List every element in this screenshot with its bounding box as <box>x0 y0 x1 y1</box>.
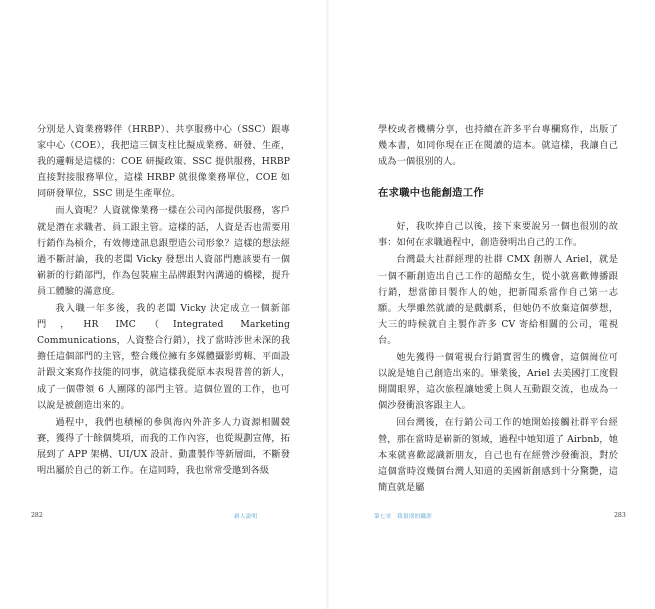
left-page <box>0 0 327 609</box>
body-paragraph: 過程中，我們也積極的參與海內外許多人力資源相關競賽，獲得了十餘個獎項，而我的工作內容，也從規劃宣傳，拓展到了 APP 架構、UI/UX 設計、動畫製作等新層面，不斷發明出屬於自己的新工作。在這同時，我也常常受邀到各級 <box>37 416 290 476</box>
page-number-right: 283 <box>614 512 626 519</box>
section-heading: 在求職中也能創造工作 <box>378 187 484 200</box>
body-paragraph: 她先獲得一個電視台行銷實習生的機會，這個崗位可以說是她自己創造出來的。畢業後，Ariel 去美國打工度假開闊眼界，這次旅程讓她愛上與人互動跟交流，也成為一個沙發衝浪客跟主人。 <box>378 352 618 412</box>
body-paragraph: 我入職一年多後，我的老闆 Vicky 決定成立一個新部門，HR IMC（Integrated Marketing Communications，人資整合行銷），找了當時涉世未深的我擔任這個部門的主管，整合幾位擁有多媒體攝影剪輯、平面設計跟文案寫作技能的同事，就這樣我從原本表現普普的新人，成了一個帶領 6 人團隊的部門主管。這個位置的工作，也可以說是被創造出來的。 <box>37 303 290 411</box>
body-paragraph: 學校或者機構分享，也持續在許多平台專欄寫作，出版了幾本書，如同你現在正在閱讀的這本。就這樣，我讓自己成為一個很別的人。 <box>378 124 618 168</box>
running-head-right: 第七章 我很別的職涯 <box>374 514 432 520</box>
running-head-left: 新人說明 <box>234 514 258 520</box>
body-paragraph: 而人資呢？人資就像業務一樣在公司內部提供服務，客戶就是潛在求職者、員工跟主管。這樣的話，人資是否也需要用行銷作為槓介，有效傳達訊息跟塑造公司形象？這樣的想法經過不斷討論，我的老闆 Vicky 發想出人資部門應該要有一個嶄新的行銷部門，作為包裝雇主品牌跟對內溝通的橋樑，提升員工體驗的滿意度。 <box>37 205 290 297</box>
right-body-text <box>378 122 618 496</box>
body-paragraph: 回台灣後，在行銷公司工作的她開始接觸社群平台經營，那在當時是嶄新的領域，過程中她知道了 Airbnb，她本來就喜歡認識新朋友，自己也有在經營沙發衝浪，對於這個當時沒幾個台灣人知道的美國新創感到十分驚艷，這簡直就是屬 <box>378 417 618 493</box>
body-paragraph: 分別是人資業務夥伴（HRBP）、共享服務中心（SSC）跟專家中心（COE），我把這三個支柱比擬成業務、研發、生產，我的邏輯是這樣的：COE 研擬政策、SSC 提供服務，HRBP直接對接服務單位，這樣 HRBP 就很像業務單位，COE 如同研發單位，SSC 則是生產單位。 <box>37 124 290 200</box>
right-page <box>328 0 655 609</box>
page-number-left: 282 <box>31 512 43 519</box>
left-body-text <box>37 122 290 479</box>
body-paragraph: 台灣最大社群經理的社群 CMX 創辦人 Ariel，就是一個不斷創造出自己工作的超酷女生，從小就喜歡傳播跟行銷，想當節目製作人的她，把新聞系當作自己第一志願。大學雖然就讀的是戲劇系，但她仍不放棄這個夢想，大三的時候就自主製作許多 CV 寄給相關的公司，電視台。 <box>378 254 618 346</box>
body-paragraph: 好，我吹捧自己以後，接下來要說另一個也很別的故事：如何在求職過程中，創造發明出自己的工作。 <box>378 221 618 249</box>
